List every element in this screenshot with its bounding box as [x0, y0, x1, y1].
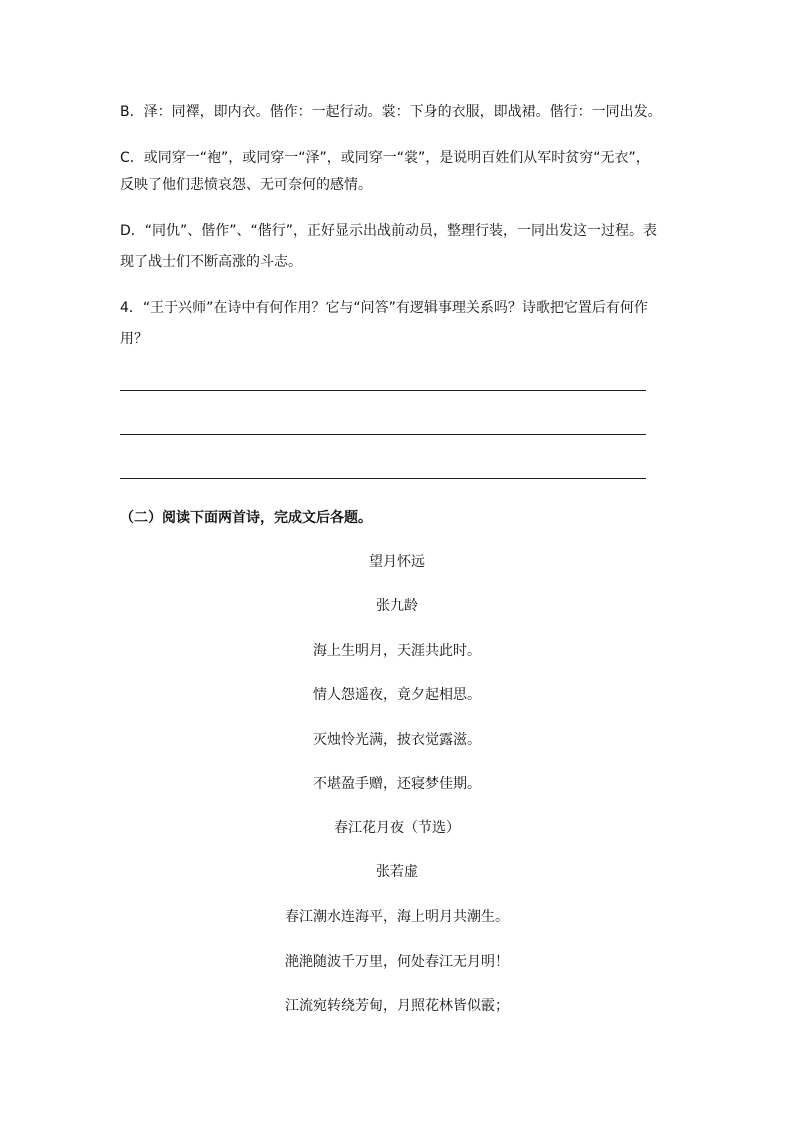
option-d-line-1: D．“同仇”、偕作”、“偕行”，正好显示出战前动员，整理行装，一同出发这一过程。表 — [120, 223, 658, 239]
option-c-line-2: 反映了他们悲愤哀怨、无可奈何的感情。 — [120, 177, 372, 193]
poem-2-line: 春江潮水连海平，海上明月共潮生。 — [285, 909, 509, 925]
poem-1-line: 不堪盈手赠，还寝梦佳期。 — [313, 776, 481, 792]
poem-1-line: 灭烛怜光满，披衣觉露滋。 — [313, 732, 481, 748]
poem-2-title: 春江花月夜（节选） — [334, 820, 460, 836]
poem-2-author: 张若虚 — [376, 864, 418, 880]
poem-2-line: 江流宛转绕芳甸，月照花林皆似霰； — [285, 998, 509, 1014]
poem-1-line: 情人怨遥夜，竟夕起相思。 — [313, 687, 481, 703]
answer-line — [120, 434, 646, 435]
option-c-line-1: C．或同穿一“袍”，或同穿一“泽”，或同穿一“裳”，是说明百姓们从军时贫穷“无衣”， — [120, 150, 650, 166]
poem-1-line: 海上生明月，天涯共此时。 — [313, 643, 481, 659]
poem-2-line: 滟滟随波千万里，何处春江无月明！ — [285, 954, 509, 970]
answer-line — [120, 390, 646, 391]
option-d-line-2: 现了战士们不断高涨的斗志。 — [120, 254, 302, 270]
poem-1-title: 望月怀远 — [369, 554, 425, 570]
answer-line — [120, 478, 646, 479]
question-4-line-2: 用？ — [120, 331, 148, 347]
section-2-title: （二）阅读下面两首诗，完成文后各题。 — [120, 510, 372, 526]
question-4-line-1: 4．“王于兴师”在诗中有何作用？它与“问答”有逻辑事理关系吗？诗歌把它置后有何作 — [120, 300, 648, 316]
option-b: B．泽：同襗，即内衣。偕作：一起行动。裳：下身的衣服，即战裙。偕行：一同出发。 — [120, 104, 662, 120]
poem-1-author: 张九龄 — [376, 598, 418, 614]
